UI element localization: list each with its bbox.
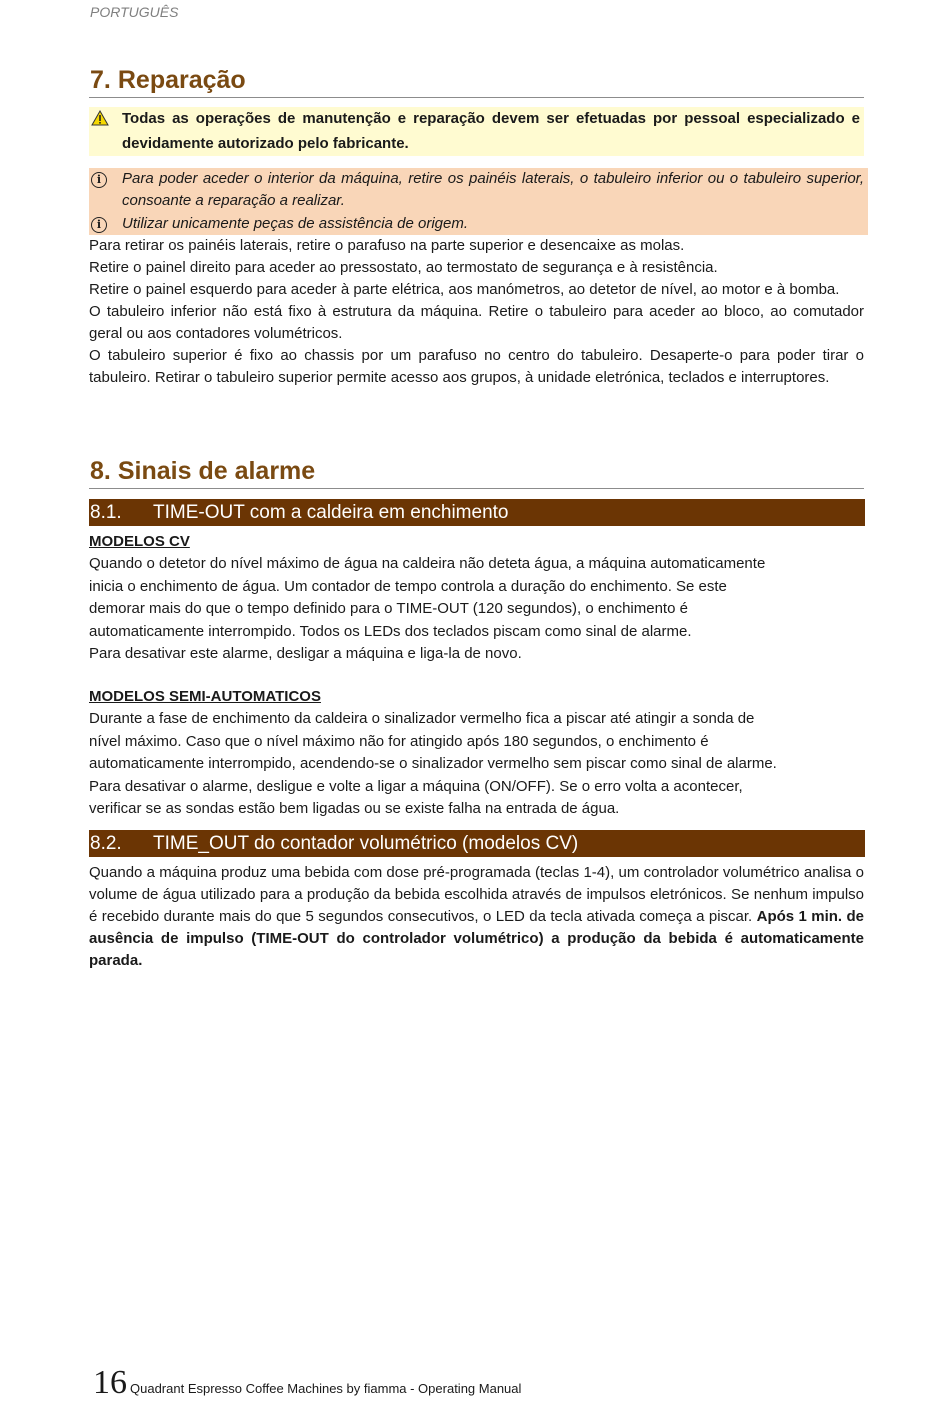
note-text: Para poder aceder o interior da máquina, retire os painéis laterais, o tabuleiro inferior ou o tabuleiro superior, consoante a reparação a realizar. (122, 170, 864, 210)
section-number: 8. (90, 457, 111, 485)
info-icon: i (91, 172, 107, 188)
semi-auto-heading: MODELOS SEMI-AUTOMATICOS (89, 688, 321, 705)
text-line: Para desativar este alarme, desligar a máquina e liga-la de novo. (89, 645, 522, 663)
notes-box (89, 168, 868, 235)
subsection-8-1-heading (89, 499, 865, 526)
footer-title: Quadrant Espresso Coffee Machines by fiamma - Operating Manual (130, 1381, 522, 1396)
text-line: inicia o enchimento de água. Um contador de tempo controla a duração do enchimento. Se este (89, 577, 727, 595)
section-title: Sinais de alarme (117, 457, 316, 485)
note-item (89, 213, 864, 235)
paragraph-text: Quando a máquina produz uma bebida com dose pré-programada (teclas 1-4), um controlador volumétrico analisa o volume de água utilizado para a produção da bebida escolhida através de impulsos eletrónicos. Se nenhum impulso é recebido durante mais do que 5 segundos consecutivos, o LED da tecla ativada começa a piscar. (89, 864, 864, 925)
info-icon: i (91, 217, 107, 233)
text-line: Para desativar o alarme, desligue e volte a ligar a máquina (ON/OFF). Se o erro volta a acontecer, (89, 777, 743, 795)
subsection-title: TIME-OUT com a caldeira em enchimento (153, 502, 509, 523)
section-8-heading (89, 456, 864, 486)
section-7-heading (89, 65, 864, 95)
section-number: 7. (90, 66, 111, 94)
text-line: automaticamente interrompido, acendendo-se o sinalizador vermelho sem piscar como sinal de alarme. (89, 755, 777, 773)
language-header: PORTUGUÊS (90, 4, 179, 20)
page-number: 16 (93, 1364, 127, 1401)
section-7-body (89, 235, 864, 389)
heading-rule (89, 488, 864, 489)
paragraph-bold-text: Após 1 min. de ausência de impulso (TIME-OUT do controlador volumétrico) a produção da bebida é automaticamente parada. (89, 908, 864, 969)
paragraph: O tabuleiro inferior não está fixo à estrutura da máquina. Retire o tabuleiro para aceder ao bloco, ao comutador geral ou aos contadores volumétricos. (89, 303, 864, 342)
cv-models-heading: MODELOS CV (89, 533, 190, 550)
text-line: Quando o detetor do nível máximo de água na caldeira não deteta água, a máquina automaticamente (89, 555, 766, 572)
semi-auto-block (89, 686, 864, 821)
section-title: Reparação (117, 66, 246, 94)
paragraph: O tabuleiro superior é fixo ao chassis por um parafuso no centro do tabuleiro. Desaperte-o para poder tirar o tabuleiro. Retirar o tabuleiro superior permite acesso aos grupos, à unidade eletrónica, teclados e interruptores. (89, 347, 864, 386)
subsection-8-2-body (89, 862, 864, 972)
note-text: Utilizar unicamente peças de assistência de origem. (122, 214, 469, 232)
text-line: automaticamente interrompido. Todos os LEDs dos teclados piscam como sinal de alarme. (89, 622, 692, 640)
subsection-8-1-body (89, 531, 864, 666)
text-line: verificar se as sondas estão bem ligadas ou se existe falha na entrada de água. (89, 800, 620, 818)
subsection-title: TIME_OUT do contador volumétrico (modelos CV) (153, 833, 579, 854)
paragraph: Retire o painel direito para aceder ao pressostato, ao termostato de segurança e à resistência. (89, 259, 718, 276)
section-7 (89, 65, 864, 98)
subsection-number: 8.2. (90, 833, 122, 854)
cv-text (89, 553, 864, 666)
paragraph: Para retirar os painéis laterais, retire o parafuso na parte superior e desencaixe as molas. (89, 237, 685, 254)
semi-auto-text (89, 708, 864, 821)
heading-rule (89, 97, 864, 98)
text-line: Durante a fase de enchimento da caldeira o sinalizador vermelho fica a piscar até atingir a sonda de (89, 710, 755, 727)
warning-text: Todas as operações de manutenção e reparação devem ser efetuadas por pessoal especializado e devidamente autorizado pelo fabricante. (122, 110, 860, 152)
paragraph (89, 862, 864, 972)
text-line: nível máximo. Caso que o nível máximo não for atingido após 180 segundos, o enchimento é (89, 732, 709, 750)
subsection-number: 8.1. (90, 502, 122, 523)
warning-icon (91, 110, 109, 135)
paragraph: Retire o painel esquerdo para aceder à parte elétrica, aos manómetros, ao detetor de nível, ao motor e à bomba. (89, 281, 840, 298)
subsection-8-2-heading (89, 830, 865, 857)
note-item (89, 168, 864, 213)
page-footer (93, 1364, 521, 1402)
warning-box (89, 107, 864, 156)
section-8 (89, 456, 864, 489)
text-line: demorar mais do que o tempo definido para o TIME-OUT (120 segundos), o enchimento é (89, 600, 688, 618)
